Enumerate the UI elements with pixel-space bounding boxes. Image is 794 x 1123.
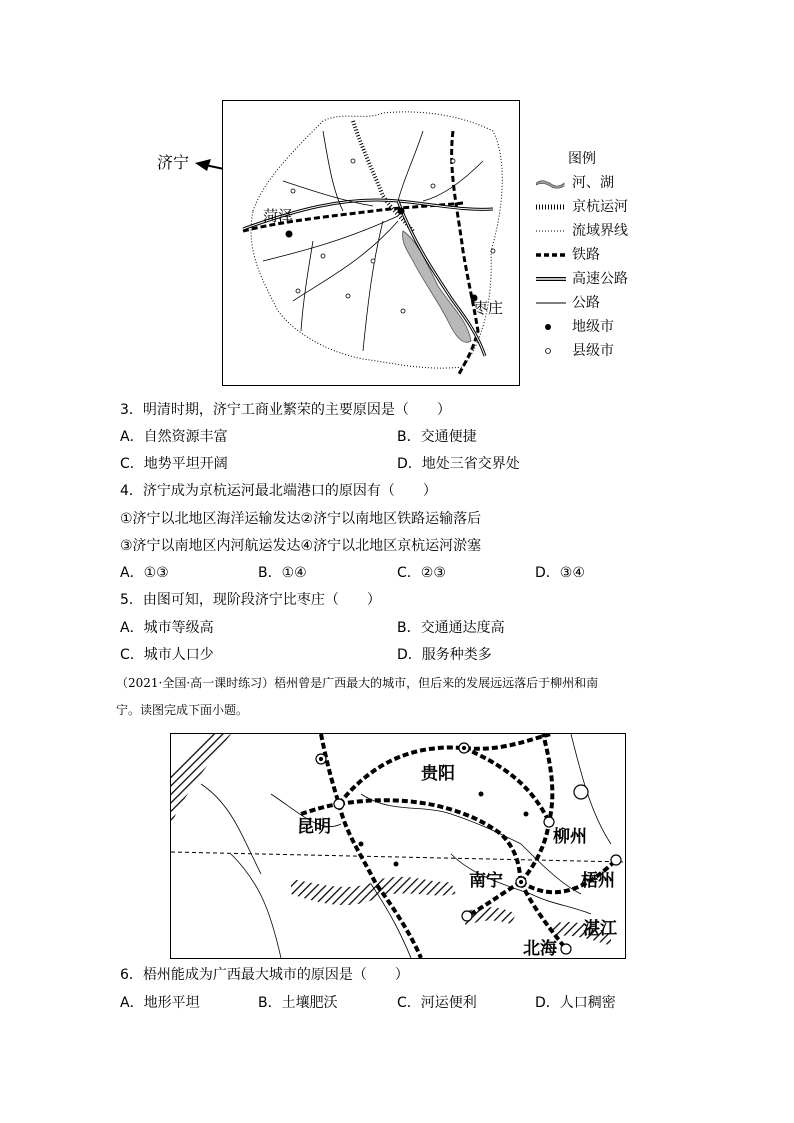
canal-icon [536, 201, 566, 213]
q5-option-b: B．交通通达度高 [397, 620, 505, 636]
minor-city-dots [359, 792, 529, 867]
heze-dot [286, 231, 293, 238]
q4-option-c: C．②③ [397, 565, 446, 581]
city-kunming-label: 昆明 [297, 817, 331, 837]
map1-arrow-label: 济宁 [157, 153, 190, 172]
city-beihai-label: 北海 [523, 939, 557, 959]
city-zhanjiang-label: 湛江 [583, 919, 617, 939]
city-zaozhuang-label: 枣庄 [473, 299, 504, 317]
q3-stem: 3．明清时期，济宁工商业繁荣的主要原因是（ ） [120, 402, 451, 418]
q6-option-d: D．人口稠密 [535, 995, 616, 1011]
legend-title: 图例 [568, 151, 596, 167]
q5-option-a: A．城市等级高 [120, 620, 214, 636]
q3-option-b: B．交通便捷 [397, 429, 477, 445]
q4-statements-1: ①济宁以北地区海洋运输发达②济宁以南地区铁路运输落后 [120, 511, 482, 527]
passage-intro-line1: （2021·全国·高一课时练习）梧州曾是广西最大的城市，但后来的发展远远落后于柳州和南 [116, 676, 599, 690]
map1-figure [222, 100, 520, 386]
river-lake-icon [536, 177, 566, 189]
city-heze-label: 菏泽 [263, 207, 294, 225]
q4-option-b: B．①④ [258, 565, 307, 581]
road-icon [536, 297, 566, 309]
hatched-area-northwest [171, 734, 231, 824]
jining-dot [398, 208, 405, 215]
q5-stem: 5．由图可知，现阶段济宁比枣庄（ ） [120, 592, 381, 608]
highway-icon [536, 273, 566, 285]
railway-icon [536, 249, 566, 261]
q6-option-a: A．地形平坦 [120, 995, 200, 1011]
county-city-icon [536, 345, 566, 357]
q4-option-a: A．①③ [120, 565, 169, 581]
city-liuzhou-label: 柳州 [553, 827, 587, 847]
q6-option-c: C．河运便利 [397, 995, 477, 1011]
map1-legend: 图例 河、湖 京杭运河 流域界线 铁路 高速公路 公路 地级市 县级市 [536, 150, 646, 360]
boundary-icon [536, 225, 566, 237]
q3-option-d: D．地处三省交界处 [397, 456, 520, 472]
tropic-of-cancer [171, 852, 625, 862]
prefecture-city-icon [536, 321, 566, 333]
q5-option-c: C．城市人口少 [120, 647, 214, 663]
city-guiyang-label: 贵阳 [421, 764, 455, 784]
q4-option-d: D．③④ [535, 565, 585, 581]
q6-option-b: B．土壤肥沃 [258, 995, 338, 1011]
lake [403, 231, 471, 342]
q4-statements-2: ③济宁以南地区内河航运发达④济宁以北地区京杭运河淤塞 [120, 538, 482, 554]
city-nanning-label: 南宁 [469, 871, 503, 891]
map1-drawing [223, 101, 519, 385]
q3-option-a: A．自然资源丰富 [120, 429, 228, 445]
q4-stem: 4．济宁成为京杭运河最北端港口的原因有（ ） [120, 483, 437, 499]
city-wuzhou-label: 梧州 [581, 871, 615, 891]
map2-figure [170, 733, 626, 959]
q6-stem: 6．梧州能成为广西最大城市的原因是（ ） [120, 967, 409, 983]
q3-option-c: C．地势平坦开阔 [120, 456, 228, 472]
q5-option-d: D．服务种类多 [397, 647, 492, 663]
passage-intro-line2: 宁。读图完成下面小题。 [116, 703, 249, 717]
